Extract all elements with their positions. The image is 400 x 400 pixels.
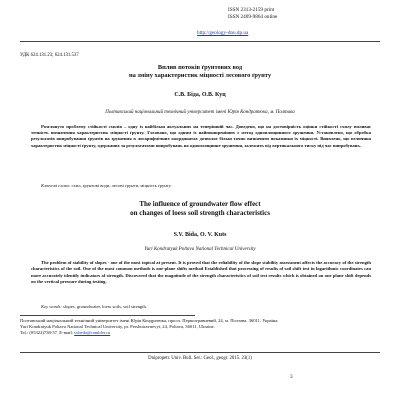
title-en-line1: The influence of groundwater flow effect: [139, 200, 261, 208]
journal-divider: [20, 352, 380, 353]
keywords-uk-text: схил, ґрунтові води, лесові ґрунти, міцність ґрунту.: [71, 183, 172, 188]
footnote: [20, 318, 380, 337]
footnote-en-address: Yuri Kondratyuk Poltava National Technical University, pr. Pershotravnevyi, 24, Poltava, 36011, Ukraine.: [20, 324, 215, 330]
keywords-en: [41, 304, 147, 309]
authors-uk: С.В. Біда, О.В. Куц: [174, 92, 226, 98]
keywords-en-text: slopes, groundwater, loess soils, soil strength.: [63, 304, 147, 309]
page-number: 3: [290, 374, 293, 380]
keywords-uk-label: Ключові слова:: [41, 183, 71, 188]
header-divider: [20, 41, 380, 42]
authors-en: S.V. Bida, O. V. Kuts: [173, 232, 227, 238]
footnote-uk-address: Полтавський національний технічний університет імені Юрія Кондратюка, просп. Першотравневий, 24, м. Полтава, 36011, Україна.: [20, 318, 279, 323]
keywords-en-label: Key words:: [41, 304, 62, 309]
issn-print: ISSN 2313-2159 print: [228, 7, 275, 13]
footnote-divider: [20, 315, 195, 316]
author-email-link[interactable]: svbeda@rambler.ru: [74, 330, 111, 336]
keywords-uk: [41, 183, 172, 188]
affiliation-uk: Полтавський національний технічний університет імені Юрія Кондратюка, м. Полтава: [105, 110, 295, 115]
title-en: [0, 200, 400, 218]
title-uk-line2: на зміну характеристик міцності лесового ґрунту: [128, 72, 272, 79]
udk-code: УДК 624.131.23; 624.131.537: [20, 53, 79, 58]
footnote-tel: Tel.: (05322)738-57. E-mail:: [20, 330, 74, 336]
affiliation-en: Yuri Kondratyuk Poltava National Technical University: [144, 247, 256, 252]
issn-online: ISSN 2409-9864 online: [228, 14, 278, 20]
abstract-en: The problem of stability of slopes - one of the most topical at present. It is proved that the reliability of the slope stability assessment affects the accuracy of the strength characteristics of the soil. One of the most common methods is one-plane shifts method Established that processing of results of soil shift test in logarithmic coordinates can more accurately identify indicators of strength. Discovered that the magnitude of the strength characteristics of soil test results which is obtained on one plane shift depends on the vertical pressure during testing.: [31, 260, 371, 284]
title-uk: [0, 64, 400, 80]
abstract-uk: Розглянуто проблему стійкості схилів – одну із найбільш актуальних на теперішній час. Доведено, що на достовірність оцінки стійкості схилу впливає точність визначення характеристик міцності ґрунту. З'ясовано, що одним із найпоширеніших є метод одноплощинного зрушення. Установлено, що обробка результатів випробування ґрунтів на зрушення в логарифмічних координатах дозволяє більш точно визначити показники їх міцності. Виявлено, що величина характеристик міцності ґрунту, одержаних за результатами випробувань на одноплощинне зрушення, залежить від вертикального тиску під час випробувань.: [31, 124, 371, 148]
footnote-contact: [20, 330, 380, 336]
title-uk-line1: Вплив потоків ґрунтових вод: [157, 64, 243, 71]
title-en-line2: on changes of loess soil strength characteristics: [130, 209, 270, 217]
journal-url-link[interactable]: http://geology-dnu.dp.ua: [197, 30, 249, 36]
journal-citation: Dnipropetr. Univ. Bull. Ser.: Geol., geogr. 2015. 23(1): [148, 356, 252, 361]
